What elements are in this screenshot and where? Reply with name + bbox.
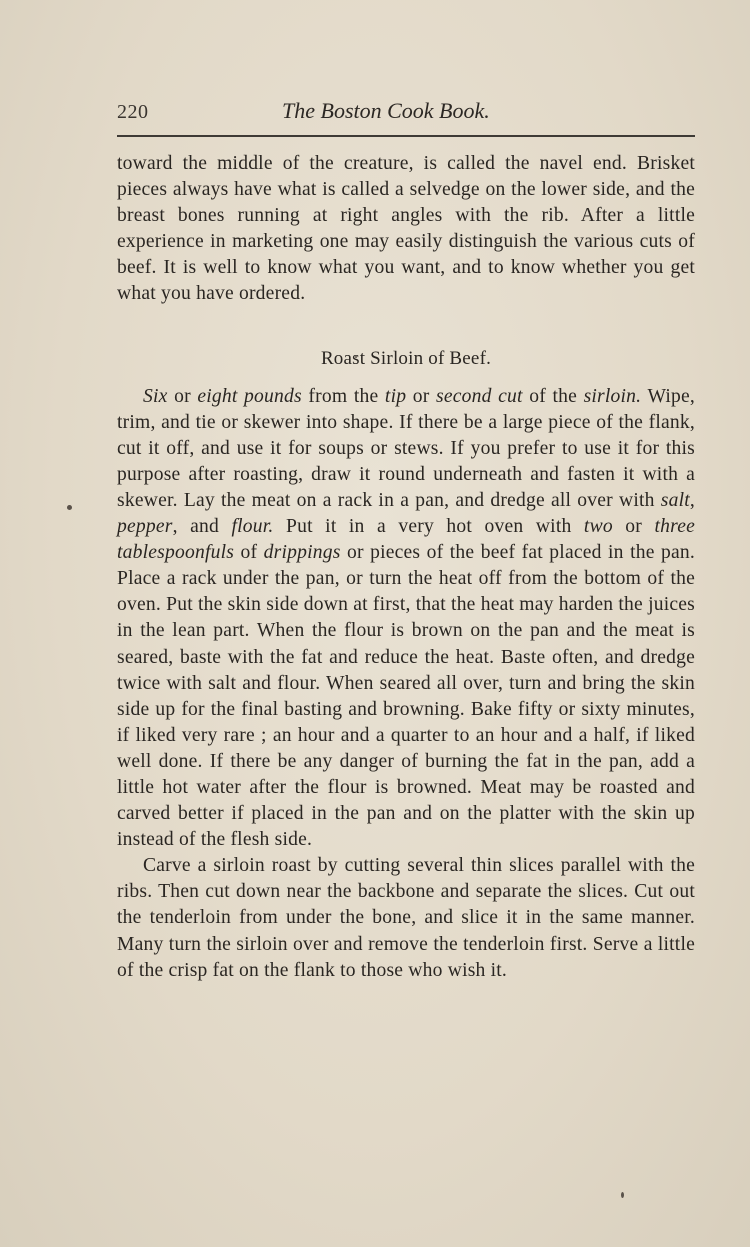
recipe-text: or pieces of the beef fat placed in the pan. Place a rack under the pan, or turn the heat off from the bottom of the oven. Put the skin side down at first, that the heat may harden the juices in the lean part. When the flour is brown on the pan and the meat is seared, baste with the fat and reduce the heat. Baste often, and dredge twice with salt and flour. When seared all over, turn and bring the skin side up for the final basting and browning. Bake fifty or sixty minutes, if liked very rare ; an hour and a quarter to an hour and a half, if liked well done. If there be any danger of burning the fat in the pan, add a little hot water after the flour is browned. Meat may be roasted and carved better if placed in the pan and on the platter with the skin up instead of the flesh side.: [117, 542, 695, 851]
page-number: 220: [117, 101, 149, 123]
recipe-text-italic: tip: [384, 385, 407, 407]
recipe-text: or: [167, 385, 198, 407]
recipe-text: ,: [689, 489, 695, 511]
section-title: Roast Sirloin of Beef.: [320, 347, 492, 369]
carving-paragraph: Carve a sirloin roast by cutting several thin slices parallel with the ribs. Then cut down near the backbone and separate the slices. Cut out the tenderloin from under the bone, and slice it in the same manner. Many turn the sirloin over and remove the tenderloin first. Serve a little of the crisp fat on the flank to those who wish it.: [117, 855, 695, 981]
running-title: The Boston Cook Book.: [282, 98, 490, 123]
recipe-paragraph: [117, 384, 695, 854]
recipe-text: of: [234, 542, 264, 564]
recipe-text-italic: two: [583, 516, 613, 538]
paper-speck: [67, 505, 72, 510]
recipe-text-italic: second cut: [436, 385, 523, 407]
book-page: [117, 98, 695, 984]
intro-paragraph: toward the middle of the creature, is called the navel end. Brisket pieces always have what is called a selvedge on the lower side, and the breast bones running at right angles with the rib. After a little experience in marketing one may easily distinguish the various cuts of beef. It is well to know what you want, and to know whether you get what you have ordered.: [117, 153, 695, 305]
recipe-text-italic: drippings: [263, 542, 341, 564]
recipe-text-italic: sirloin.: [583, 385, 642, 407]
recipe-text: or: [406, 385, 437, 407]
recipe-text-italic: three tablespoonfuls: [117, 516, 696, 564]
recipe-text-italic: Six: [143, 385, 168, 407]
paper-speck: [621, 1192, 624, 1198]
recipe-text: of the: [522, 385, 584, 407]
page-header: [117, 98, 695, 128]
recipe-text: , and: [172, 516, 232, 538]
recipe-text: Put it in a very hot oven with: [273, 516, 584, 538]
recipe-text-italic: flour.: [231, 516, 274, 538]
recipe-text-italic: pepper: [117, 516, 173, 538]
recipe-text: or: [612, 516, 655, 538]
recipe-text: Wipe, trim, and tie or skewer into shape. If there be a large piece of the flank, cut it off, and use it for soups or stews. If you prefer to use it for this purpose after roasting, draw it round underneath and fasten it with a skewer. Lay the meat on a rack in a pan, and dredge all over with: [117, 385, 695, 511]
header-rule: [117, 135, 695, 137]
recipe-text-italic: salt: [660, 489, 690, 511]
recipe-text: from the: [301, 385, 385, 407]
recipe-text-italic: eight pounds: [197, 385, 302, 407]
